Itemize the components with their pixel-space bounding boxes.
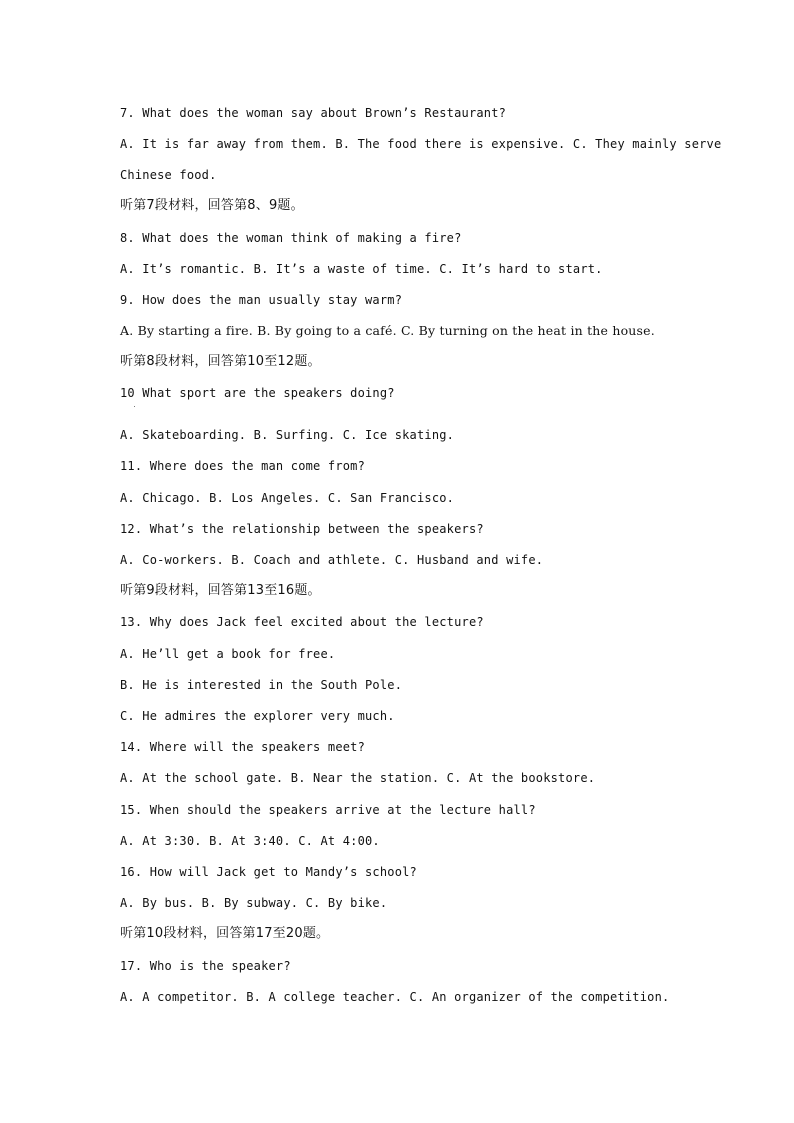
section-heading-9: 听第9段材料，回答第13至16题。 [120, 583, 321, 598]
options-7-cont: Chinese food. [120, 168, 217, 182]
question-8: 8. What does the woman think of making a fire? [120, 231, 462, 245]
question-16: 16. How will Jack get to Mandy’s school? [120, 865, 417, 879]
section-heading-8: 听第8段材料，回答第10至12题。 [120, 354, 321, 369]
options-17: A. A competitor. B. A college teacher. C. An organizer of the competition. [120, 990, 670, 1004]
question-12: 12. What’s the relationship between the speakers? [120, 522, 484, 536]
option-13-b: B. He is interested in the South Pole. [120, 678, 403, 692]
option-13-a: A. He’ll get a book for free. [120, 647, 336, 661]
options-12: A. Co-workers. B. Coach and athlete. C. Husband and wife. [120, 553, 544, 567]
option-13-c: C. He admires the explorer very much. [120, 709, 395, 723]
question-10: 10 What sport are the speakers doing? [120, 386, 395, 400]
question-17: 17. Who is the speaker? [120, 959, 291, 973]
question-15: 15. When should the speakers arrive at the lecture hall? [120, 803, 536, 817]
options-9: A. By starting a fire. B. By going to a café. C. By turning on the heat in the house. [120, 323, 655, 338]
question-7: 7. What does the woman say about Brown’s Restaurant? [120, 106, 507, 120]
question-14: 14. Where will the speakers meet? [120, 740, 366, 754]
question-9: 9. How does the man usually stay warm? [120, 293, 403, 307]
options-16: A. By bus. B. By subway. C. By bike. [120, 896, 388, 910]
options-7: A. It is far away from them. B. The food there is expensive. C. They mainly serve [120, 137, 722, 151]
options-11: A. Chicago. B. Los Angeles. C. San Francisco. [120, 491, 455, 505]
section-heading-10: 听第10段材料，回答第17至20题。 [120, 926, 330, 941]
options-10: A. Skateboarding. B. Surfing. C. Ice skating. [120, 428, 455, 442]
question-13: 13. Why does Jack feel excited about the lecture? [120, 615, 484, 629]
options-15: A. At 3:30. B. At 3:40. C. At 4:00. [120, 834, 380, 848]
section-heading-7: 听第7段材料，回答第8、9题。 [120, 198, 304, 213]
question-11: 11. Where does the man come from? [120, 459, 366, 473]
options-8: A. It’s romantic. B. It’s a waste of time. C. It’s hard to start. [120, 262, 603, 276]
print-speck [134, 406, 135, 407]
options-14: A. At the school gate. B. Near the station. C. At the bookstore. [120, 771, 596, 785]
